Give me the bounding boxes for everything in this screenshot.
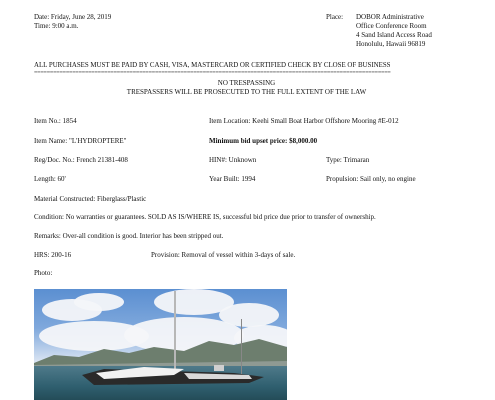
hin-number: HIN#: Unknown [209, 156, 257, 164]
material-constructed: Material Constructed: Fiberglass/Plastic [34, 195, 147, 203]
separator-line: ================================================================================================================ [34, 70, 391, 76]
item-name: Item Name: "L'HYDROPTERE" [34, 137, 127, 145]
place-line-3: 4 Sand Island Access Road [356, 31, 432, 39]
vessel-length: Length: 60' [34, 175, 66, 183]
hrs-reference: HRS: 200-16 [34, 251, 72, 259]
provision: Provision: Removal of vessel within 3-days of sale. [151, 251, 296, 259]
minimum-bid: Minimum bid upset price: $8,000.00 [209, 137, 318, 145]
item-no: Item No.: 1854 [34, 117, 77, 125]
year-built: Year Built: 1994 [209, 175, 256, 183]
item-location: Item Location: Keehi Small Boat Harbor Offshore Mooring #E-012 [209, 117, 399, 125]
propulsion: Propulsion: Sail only, no engine [326, 175, 416, 183]
condition: Condition: No warranties or guarantees. SOLD AS IS/WHERE IS, successful bid price due prior to transfer of ownership. [34, 213, 376, 221]
place-line-4: Honolulu, Hawaii 96819 [356, 40, 426, 48]
time: Time: 9:00 a.m. [34, 22, 79, 30]
registration-no: Reg/Doc. No.: French 21381-408 [34, 156, 128, 164]
date: Date: Friday, June 28, 2019 [34, 13, 112, 21]
remarks: Remarks: Over-all condition is good. Interior has been stripped out. [34, 232, 224, 240]
vessel-photo [34, 289, 287, 400]
no-trespassing: NO TRESPASSING [217, 79, 276, 87]
place-line-2: Office Conference Room [356, 22, 427, 30]
trespassers-warning: TRESPASSERS WILL BE PROSECUTED TO THE FULL EXTENT OF THE LAW [126, 88, 367, 96]
photo-label: Photo: [34, 269, 53, 277]
place-label: Place: [326, 13, 344, 21]
payment-notice: ALL PURCHASES MUST BE PAID BY CASH, VISA, MASTERCARD OR CERTIFIED CHECK BY CLOSE OF BUSINESS [34, 62, 391, 69]
place-line-1: DOBOR Administrative [356, 13, 424, 21]
vessel-type: Type: Trimaran [326, 156, 370, 164]
